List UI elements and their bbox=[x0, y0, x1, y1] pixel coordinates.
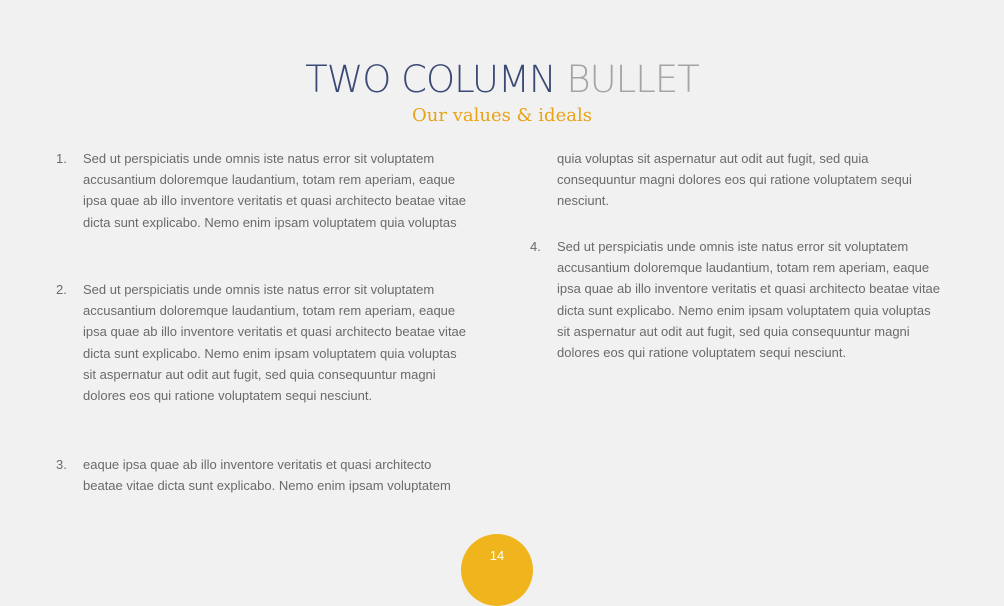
list-item bbox=[530, 236, 942, 363]
page-number: 14 bbox=[489, 548, 505, 563]
slide-title bbox=[0, 54, 1004, 106]
list-item bbox=[56, 148, 468, 233]
slide-title-secondary: BULLET bbox=[566, 58, 699, 101]
list-item-text: quia voluptas sit aspernatur aut odit aut fugit, sed quia consequuntur magni dolores eos qui ratione voluptatem sequi nesciunt. bbox=[557, 151, 912, 209]
list-item-continuation bbox=[557, 148, 942, 212]
slide-subtitle: Our values & ideals bbox=[412, 105, 592, 126]
list-item bbox=[56, 454, 468, 496]
list-item-text: Sed ut perspiciatis unde omnis iste natus error sit voluptatem accusantium doloremque laudantium, totam rem aperiam, eaque ipsa quae ab illo inventore veritatis et quasi architecto beatae vitae dicta sunt explicabo. Nemo enim ipsam voluptatem quia voluptas sit aspernatur aut odit aut fugit, sed quia consequuntur magni dolores eos qui ratione voluptatem sequi nesciunt. bbox=[83, 282, 467, 404]
page-number-badge bbox=[461, 534, 533, 606]
list-item-text: Sed ut perspiciatis unde omnis iste natus error sit voluptatem accusantium doloremque laudantium, totam rem aperiam, eaque ipsa quae ab illo inventore veritatis et quasi architecto beatae vitae dicta sunt explicabo. Nemo enim ipsam voluptatem quia voluptas sit aspernatur aut odit aut fugit, sed quia consequuntur magni dolores eos qui ratione voluptatem sequi nesciunt. bbox=[557, 239, 941, 361]
list-item-number: 2. bbox=[56, 282, 67, 297]
list-item-number: 1. bbox=[56, 151, 67, 166]
slide-header bbox=[0, 54, 1004, 128]
list-item-number: 4. bbox=[530, 239, 541, 254]
list-item-text: eaque ipsa quae ab illo inventore veritatis et quasi architecto beatae vitae dicta sunt explicabo. Nemo enim ipsam voluptatem bbox=[83, 457, 451, 494]
list-item-text: Sed ut perspiciatis unde omnis iste natus error sit voluptatem accusantium doloremque laudantium, totam rem aperiam, eaque ipsa quae ab illo inventore veritatis et quasi architecto beatae vitae dicta sunt explicabo. Nemo enim ipsam voluptatem quia voluptas bbox=[83, 151, 467, 230]
list-item bbox=[56, 279, 468, 406]
slide-title-primary: TWO COLUMN bbox=[305, 58, 556, 101]
list-item-number: 3. bbox=[56, 457, 67, 472]
